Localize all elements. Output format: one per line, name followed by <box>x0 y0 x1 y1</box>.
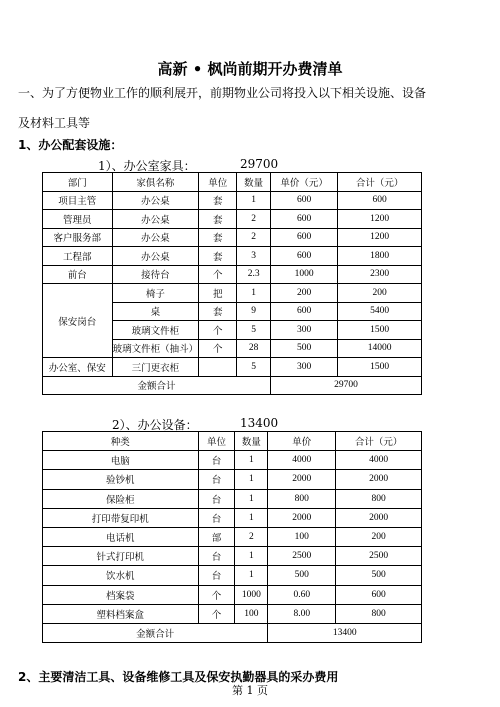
dept-cell: 客户服务部 <box>43 228 113 247</box>
total-cell: 800 <box>336 489 422 508</box>
header-unit: 单位 <box>199 173 237 192</box>
item-cell: 打印带复印机 <box>43 508 199 527</box>
header-item: 家俱名称 <box>112 173 199 192</box>
price-cell: 4000 <box>268 451 336 470</box>
unit-cell: 个 <box>198 604 235 623</box>
total-cell: 2000 <box>336 470 422 489</box>
table-row <box>43 451 422 470</box>
table-row <box>43 228 422 247</box>
price-cell: 600 <box>270 247 337 266</box>
item-cell: 塑料档案盒 <box>43 604 199 623</box>
qty-cell: 1 <box>235 451 268 470</box>
table-row <box>43 489 422 508</box>
total-cell: 2000 <box>336 508 422 527</box>
price-cell: 600 <box>270 228 337 247</box>
total-cell: 600 <box>338 191 422 210</box>
unit-cell: 套 <box>199 228 237 247</box>
section-2-heading: 2、主要清洁工具、设备维修工具及保安执勤器具的采办费用 <box>18 670 339 684</box>
price-cell: 800 <box>268 489 336 508</box>
item-cell: 办公桌 <box>112 191 199 210</box>
dept-cell: 项目主管 <box>43 191 113 210</box>
sum-label: 金额合计 <box>43 376 271 395</box>
item-cell: 办公桌 <box>112 228 199 247</box>
table-row <box>43 566 422 585</box>
price-cell: 1000 <box>270 265 337 284</box>
qty-cell: 1 <box>235 566 268 585</box>
unit-cell: 台 <box>198 508 235 527</box>
header-unit: 单位 <box>198 432 235 451</box>
sum-value: 13400 <box>268 623 422 642</box>
price-cell: 300 <box>270 321 337 340</box>
price-cell: 0.60 <box>268 585 336 604</box>
table2-caption-total: 13400 <box>240 416 279 430</box>
qty-cell: 2 <box>237 228 271 247</box>
qty-cell: 5 <box>237 321 271 340</box>
header-price: 单价 <box>268 432 336 451</box>
item-cell: 三门更衣柜 <box>112 358 199 377</box>
total-cell: 4000 <box>336 451 422 470</box>
sum-value: 29700 <box>270 376 421 395</box>
qty-cell: 3 <box>237 247 271 266</box>
table-row <box>43 547 422 566</box>
item-cell: 接待台 <box>112 265 199 284</box>
table-row <box>43 358 422 377</box>
table-row <box>43 247 422 266</box>
qty-cell: 5 <box>237 358 271 377</box>
qty-cell: 2 <box>235 527 268 546</box>
item-cell: 针式打印机 <box>43 547 199 566</box>
total-cell: 500 <box>336 566 422 585</box>
qty-cell: 1 <box>237 284 271 303</box>
table-header-row <box>43 173 422 192</box>
qty-cell: 1 <box>237 191 271 210</box>
total-cell: 14000 <box>338 339 422 358</box>
item-cell: 电话机 <box>43 527 199 546</box>
item-cell: 饮水机 <box>43 566 199 585</box>
dept-cell: 保安岗台 <box>43 284 113 358</box>
item-cell: 玻璃文件柜 <box>112 321 199 340</box>
unit-cell: 台 <box>198 547 235 566</box>
header-price: 单价（元） <box>270 173 337 192</box>
item-cell: 桌 <box>112 302 199 321</box>
price-cell: 200 <box>270 284 337 303</box>
qty-cell: 28 <box>237 339 271 358</box>
header-qty: 数量 <box>237 173 271 192</box>
item-cell: 办公桌 <box>112 247 199 266</box>
total-cell: 1800 <box>338 247 422 266</box>
table1-caption-total: 29700 <box>240 157 279 171</box>
unit-cell: 套 <box>199 247 237 266</box>
header-kind: 种类 <box>43 432 199 451</box>
header-total: 合计（元） <box>336 432 422 451</box>
unit-cell: 套 <box>199 302 237 321</box>
price-cell: 2500 <box>268 547 336 566</box>
unit-cell: 套 <box>199 191 237 210</box>
section-1-heading: 1、办公配套设施： <box>18 138 123 152</box>
table-row <box>43 585 422 604</box>
unit-cell: 部 <box>198 527 235 546</box>
unit-cell: 台 <box>198 489 235 508</box>
table-header-row <box>43 432 422 451</box>
qty-cell: 100 <box>235 604 268 623</box>
dept-cell: 办公室、保安 <box>43 358 113 377</box>
total-cell: 2500 <box>336 547 422 566</box>
table-row <box>43 508 422 527</box>
qty-cell: 1000 <box>235 585 268 604</box>
price-cell: 600 <box>270 191 337 210</box>
unit-cell <box>199 358 237 377</box>
sum-row <box>43 376 422 395</box>
total-cell: 1500 <box>338 358 422 377</box>
qty-cell: 1 <box>235 489 268 508</box>
qty-cell: 1 <box>235 547 268 566</box>
qty-cell: 1 <box>235 508 268 527</box>
sum-row <box>43 623 422 642</box>
qty-cell: 2.3 <box>237 265 271 284</box>
dept-cell: 前台 <box>43 265 113 284</box>
price-cell: 600 <box>270 302 337 321</box>
item-cell: 椅子 <box>112 284 199 303</box>
item-cell: 办公桌 <box>112 210 199 229</box>
total-cell: 5400 <box>338 302 422 321</box>
qty-cell: 2 <box>237 210 271 229</box>
office-furniture-table <box>42 172 422 395</box>
item-cell: 验钞机 <box>43 470 199 489</box>
unit-cell: 套 <box>199 210 237 229</box>
unit-cell: 个 <box>199 321 237 340</box>
unit-cell: 个 <box>199 265 237 284</box>
table2-caption: 2）、办公设备： <box>112 418 198 432</box>
header-dept: 部门 <box>43 173 113 192</box>
unit-cell: 个 <box>199 339 237 358</box>
table-row <box>43 470 422 489</box>
price-cell: 8.00 <box>268 604 336 623</box>
document-title: 高新 • 枫尚前期开办费清单 <box>157 60 343 78</box>
price-cell: 300 <box>270 358 337 377</box>
total-cell: 1500 <box>338 321 422 340</box>
price-cell: 100 <box>268 527 336 546</box>
total-cell: 2300 <box>338 265 422 284</box>
item-cell: 玻璃文件柜（抽斗） <box>112 339 199 358</box>
page-number: 第 1 页 <box>232 684 268 697</box>
dept-cell: 管理员 <box>43 210 113 229</box>
unit-cell: 台 <box>198 566 235 585</box>
total-cell: 200 <box>338 284 422 303</box>
total-cell: 200 <box>336 527 422 546</box>
price-cell: 500 <box>268 566 336 585</box>
dept-cell: 工程部 <box>43 247 113 266</box>
table-row <box>43 527 422 546</box>
table-row <box>43 191 422 210</box>
table-row <box>43 265 422 284</box>
unit-cell: 个 <box>198 585 235 604</box>
item-cell: 电脑 <box>43 451 199 470</box>
price-cell: 2000 <box>268 470 336 489</box>
unit-cell: 把 <box>199 284 237 303</box>
total-cell: 800 <box>336 604 422 623</box>
item-cell: 保险柜 <box>43 489 199 508</box>
qty-cell: 1 <box>235 470 268 489</box>
header-qty: 数量 <box>235 432 268 451</box>
item-cell: 档案袋 <box>43 585 199 604</box>
qty-cell: 9 <box>237 302 271 321</box>
unit-cell: 台 <box>198 451 235 470</box>
intro-line-1: 一、为了方便物业工作的顺利展开，前期物业公司将投入以下相关设施、设备 <box>18 86 427 100</box>
table1-caption: 1）、办公室家具： <box>98 159 196 173</box>
intro-line-2: 及材料工具等 <box>18 116 91 130</box>
header-total: 合计（元） <box>338 173 422 192</box>
total-cell: 600 <box>336 585 422 604</box>
office-equipment-table <box>42 431 422 643</box>
price-cell: 500 <box>270 339 337 358</box>
unit-cell: 台 <box>198 470 235 489</box>
total-cell: 1200 <box>338 210 422 229</box>
sum-label: 金额合计 <box>43 623 268 642</box>
price-cell: 600 <box>270 210 337 229</box>
table-row <box>43 284 422 303</box>
table-row <box>43 604 422 623</box>
total-cell: 1200 <box>338 228 422 247</box>
table-row <box>43 210 422 229</box>
price-cell: 2000 <box>268 508 336 527</box>
